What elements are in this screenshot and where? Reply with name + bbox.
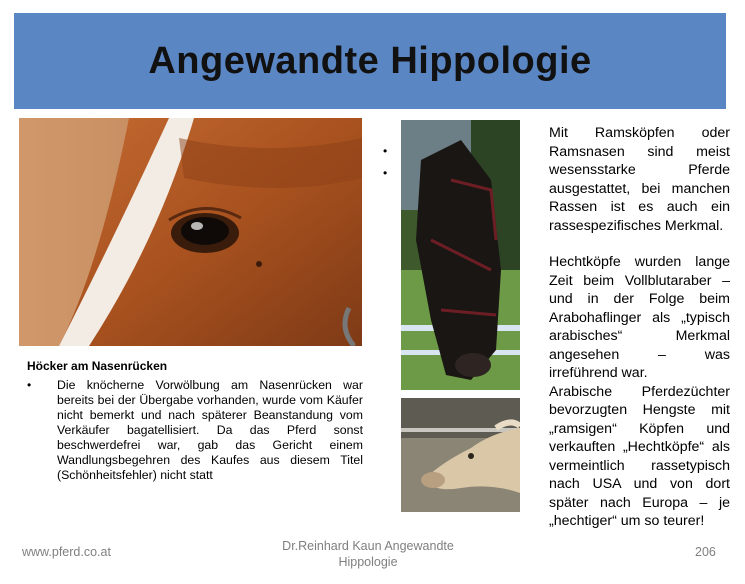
paragraph-zuechter: Arabische Pferdezüchter bevorzugten Hengste mit „ramsigen“ Köpfen und verkauften „Hechtköpfe“ als vermeintlich rassetypisch nach USA und von dort später nach Europa – je „hechtiger“ um so teurer! (549, 383, 730, 529)
footer-author-line-1: Dr.Reinhard Kaun Angewandte (282, 539, 454, 553)
caption-bullet-item (27, 378, 363, 483)
middle-bullet-1: • (383, 144, 388, 158)
slide-title: Angewandte Hippologie (148, 39, 592, 82)
caption-heading: Höcker am Nasenrücken (27, 359, 168, 373)
paragraph-spacer (549, 235, 730, 253)
title-banner (14, 13, 726, 109)
page-number: 206 (695, 545, 716, 559)
light-horse-photo (401, 398, 520, 512)
horse-eye-photo (19, 118, 362, 346)
caption-block (27, 359, 363, 483)
paragraph-ramskopf: Mit Ramsköpfen oder Ramsnasen sind meist wesensstarke Pferde ausgestattet, bei manchen Rassen ist es auch ein rassespezifisches Merkmal. (549, 125, 730, 234)
paragraph-hechtkopf: Hechtköpfe wurden lange Zeit beim Vollblutaraber – und in der Folge beim Arabohaflinger als „typisch arabisches“ Merkmal angesehen – was irreführend war. (549, 254, 730, 381)
dark-horse-photo (401, 120, 520, 390)
middle-bullets (383, 140, 387, 184)
footer-url: www.pferd.co.at (22, 545, 111, 559)
middle-bullet-2: • (383, 166, 388, 180)
right-text-column (549, 124, 730, 531)
bullet-marker: • (27, 378, 32, 392)
footer-author-line-2: Hippologie (338, 555, 398, 569)
caption-body: Die knöcherne Vorwölbung am Nasenrücken war bereits bei der Übergabe vorhanden, wurde vom Käufer nicht bemerkt und nach späterer Beanstandung vom Verkäufer bagatellisiert. Da das Pferd sonst beschwerdefrei war, gab das Gericht einem Wandlungsbegehren des Kaufes aus diesem Titel (Schönheitsfehler) nicht statt (57, 378, 363, 482)
footer-author (268, 538, 468, 570)
